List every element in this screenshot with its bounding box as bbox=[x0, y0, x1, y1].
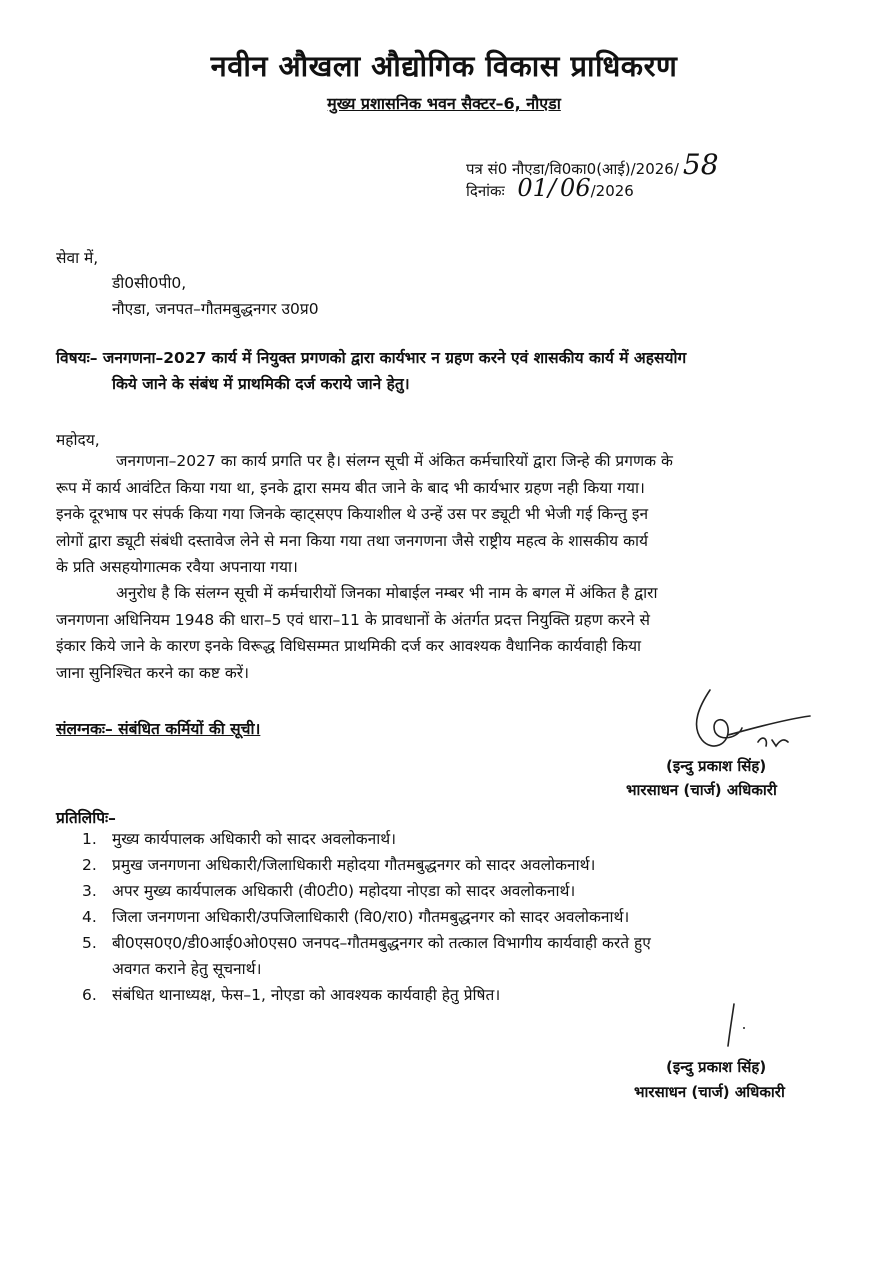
list-item: 5. बी0एस0ए0/डी0आई0ओ0एस0 जनपद–गौतमबुद्धनगर को तत्काल विभागीय कार्यवाही करते हुए अवगत कराने हेतु सूचनार्थ। bbox=[82, 934, 651, 978]
list-item: 1. मुख्य कार्यपालक अधिकारी को सादर अवलोकनार्थ। bbox=[82, 830, 397, 848]
recipient-line1: डी0सी0पी0, bbox=[112, 274, 187, 292]
list-item: 6. संबंधित थानाध्यक्ष, फेस–1, नोएडा को आवश्यक कार्यवाही हेतु प्रेषित। bbox=[82, 986, 501, 1004]
signatory-designation-2: भारसाधन (चार्ज) अधिकारी bbox=[634, 1083, 785, 1101]
subject-line2: किये जाने के संबंध में प्राथमिकी दर्ज कराये जाने हेतु। bbox=[112, 375, 410, 393]
signatory-name-2: (इन्दु प्रकाश सिंह) bbox=[666, 1058, 767, 1076]
subject-line1: विषयः– जनगणना–2027 कार्य में नियुक्त प्रगणको द्वारा कार्यभार न ग्रहण करने एवं शासकीय कार्य में अहसयोग bbox=[56, 349, 687, 367]
body-paragraph-1: जनगणना–2027 का कार्य प्रगति पर है। संलग्न सूची में अंकित कर्मचारियों द्वारा जिन्हे की प्रगणक के रूप में कार्य आवंटित किया गया था, इनके द्वारा समय बीत जाने के बाद भी कार्यभार ग्रहण नही किया गया। इनके दूरभाष पर संपर्क किया गया जिनके व्हाट्सएप कियाशील थे उन्हें उस पर ड्यूटी भी भेजी गई किन्तु इन लोगों द्वारा ड्यूटी संबंधी दस्तावेज लेने से मना किया गया तथा जनगणना जैसे राष्ट्रीय महत्व के शासकीय कार्य के प्रति असहयोगात्मक रवैया अपनाया गया। bbox=[56, 452, 673, 576]
signatory-designation-1: भारसाधन (चार्ज) अधिकारी bbox=[626, 781, 777, 799]
recipient-to: सेवा में, bbox=[56, 249, 99, 267]
copy-to-list bbox=[82, 826, 802, 1008]
list-item: 3. अपर मुख्य कार्यपालक अधिकारी (वी0टी0) महोदया नोएडा को सादर अवलोकनार्थ। bbox=[82, 882, 576, 900]
page-subtitle: मुख्य प्रशासनिक भवन सैक्टर–6, नौएडा bbox=[327, 94, 561, 113]
handwritten-signature-1 bbox=[680, 680, 820, 760]
recipient-line2: नौएडा, जनपत–गौतमबुद्धनगर उ0प्र0 bbox=[112, 300, 319, 318]
page-title: नवीन औखला औद्योगिक विकास प्राधिकरण bbox=[210, 49, 678, 83]
signatory-name-1: (इन्दु प्रकाश सिंह) bbox=[666, 757, 767, 775]
handwritten-signature-2 bbox=[720, 1000, 760, 1050]
salutation: महोदय, bbox=[56, 431, 100, 449]
letter-date: दिनांकः 01/ 06/2026 bbox=[466, 174, 634, 202]
list-item: 4. जिला जनगणना अधिकारी/उपजिलाधिकारी (वि0/रा0) गौतमबुद्धनगर को सादर अवलोकनार्थ। bbox=[82, 908, 630, 926]
enclosure-note: संलग्नकः– संबंधित कर्मियों की सूची। bbox=[56, 720, 261, 738]
letter-number: पत्र सं0 नौएडा/वि0का0(आई)/2026/ 58 bbox=[466, 148, 719, 181]
body-paragraph-2: अनुरोध है कि संलग्न सूची में कर्मचारीयों जिनका मोबाईल नम्बर भी नाम के बगल में अंकित है द्वारा जनगणना अधिनियम 1948 की धारा–5 एवं धारा–11 के प्रावधानों के अंतर्गत प्रदत्त नियुक्ति ग्रहण करने से इंकार किये जाने के कारण इनके विरूद्ध विधिसम्मत प्राथमिकी दर्ज कर आवश्यक वैधानिक कार्यवाही किया जाना सुनिश्चित करने का कष्ट करें। bbox=[56, 584, 658, 682]
list-item: 2. प्रमुख जनगणना अधिकारी/जिलाधिकारी महोदया गौतमबुद्धनगर को सादर अवलोकनार्थ। bbox=[82, 856, 596, 874]
copy-to-heading: प्रतिलिपिः– bbox=[56, 809, 116, 827]
